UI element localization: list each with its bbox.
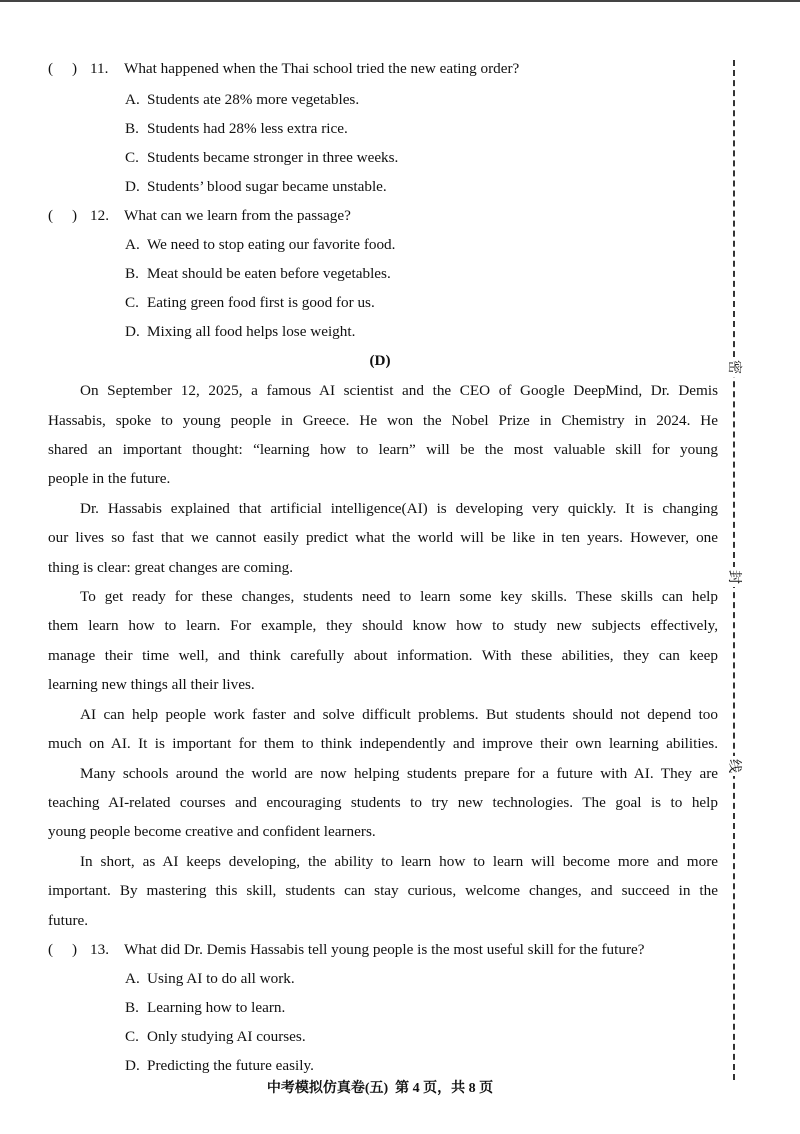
option-12-a: A. We need to stop eating our favorite food.	[125, 236, 396, 253]
passage-line: shared an important thought: “learning how to learn” will be the most valuable skill for young	[48, 441, 718, 458]
question-11	[48, 59, 728, 79]
passage-line: Hassabis, spoke to young people in Greece. He won the Nobel Prize in Chemistry in 2024. He	[48, 412, 718, 429]
option-13-a: A. Using AI to do all work.	[125, 970, 295, 987]
answer-blank[interactable]: ( )	[48, 60, 78, 77]
answer-blank[interactable]: ( )	[48, 207, 78, 224]
seal-char-feng: 封	[724, 567, 744, 587]
passage-line: manage their time well, and think carefully about information. With these abilities, they can keep	[48, 647, 718, 664]
option-11-c: C. Students became stronger in three weeks.	[125, 149, 399, 166]
passage-line: Dr. Hassabis explained that artificial intelligence(AI) is developing very quickly. It is changing	[80, 500, 718, 517]
seal-char-mi: 密	[724, 357, 744, 377]
passage-line: Many schools around the world are now helping students prepare for a future with AI. They are	[80, 765, 718, 782]
question-number: 13.	[90, 941, 109, 958]
question-number: 12.	[90, 207, 109, 224]
section-heading: (D)	[369, 352, 391, 369]
passage-line: people in the future.	[48, 470, 171, 487]
option-13-d: D. Predicting the future easily.	[125, 1057, 314, 1074]
passage-line: future.	[48, 912, 89, 929]
question-number: 11.	[90, 60, 109, 77]
option-13-b: B. Learning how to learn.	[125, 999, 286, 1016]
passage-line: important. By mastering this skill, students can stay curious, welcome changes, and succeed in the	[48, 882, 718, 899]
question-stem: What happened when the Thai school tried the new eating order?	[124, 60, 520, 77]
passage-line: On September 12, 2025, a famous AI scientist and the CEO of Google DeepMind, Dr. Demis	[80, 382, 718, 399]
answer-blank[interactable]: ( )	[48, 941, 78, 958]
question-stem: What did Dr. Demis Hassabis tell young people is the most useful skill for the future?	[124, 941, 645, 958]
option-12-c: C. Eating green food first is good for us.	[125, 294, 375, 311]
option-12-d: D. Mixing all food helps lose weight.	[125, 323, 356, 340]
passage-line: our lives so fast that we cannot easily predict what the world will be like in ten years. However, one	[48, 529, 718, 546]
passage-line: them learn how to learn. For example, they should know how to study new subjects effectively,	[48, 617, 718, 634]
question-13	[48, 940, 728, 960]
passage-line: young people become creative and confident learners.	[48, 823, 376, 840]
passage-line: teaching AI-related courses and encouraging students to try new technologies. The goal is to help	[48, 794, 718, 811]
question-stem: What can we learn from the passage?	[124, 207, 351, 224]
option-13-c: C. Only studying AI courses.	[125, 1028, 306, 1045]
option-11-a: A. Students ate 28% more vegetables.	[125, 91, 360, 108]
passage-line: much on AI. It is important for them to think independently and improve their own learning abilities.	[48, 735, 718, 752]
passage-line: thing is clear: great changes are coming.	[48, 559, 294, 576]
passage-line: To get ready for these changes, students need to learn some key skills. These skills can help	[80, 588, 718, 605]
option-11-b: B. Students had 28% less extra rice.	[125, 120, 348, 137]
page-footer: 中考模拟仿真卷(五) 第 4 页，共 8 页	[266, 1081, 494, 1096]
option-12-b: B. Meat should be eaten before vegetables.	[125, 265, 391, 282]
option-11-d: D. Students’ blood sugar became unstable.	[125, 178, 387, 195]
passage-line: In short, as AI keeps developing, the ability to learn how to learn will become more and more	[80, 853, 718, 870]
question-12	[48, 206, 728, 226]
passage-line: learning new things all their lives.	[48, 676, 255, 693]
passage-line: AI can help people work faster and solve difficult problems. But students should not depend too	[80, 706, 718, 723]
seal-char-xian: 线	[724, 756, 744, 776]
